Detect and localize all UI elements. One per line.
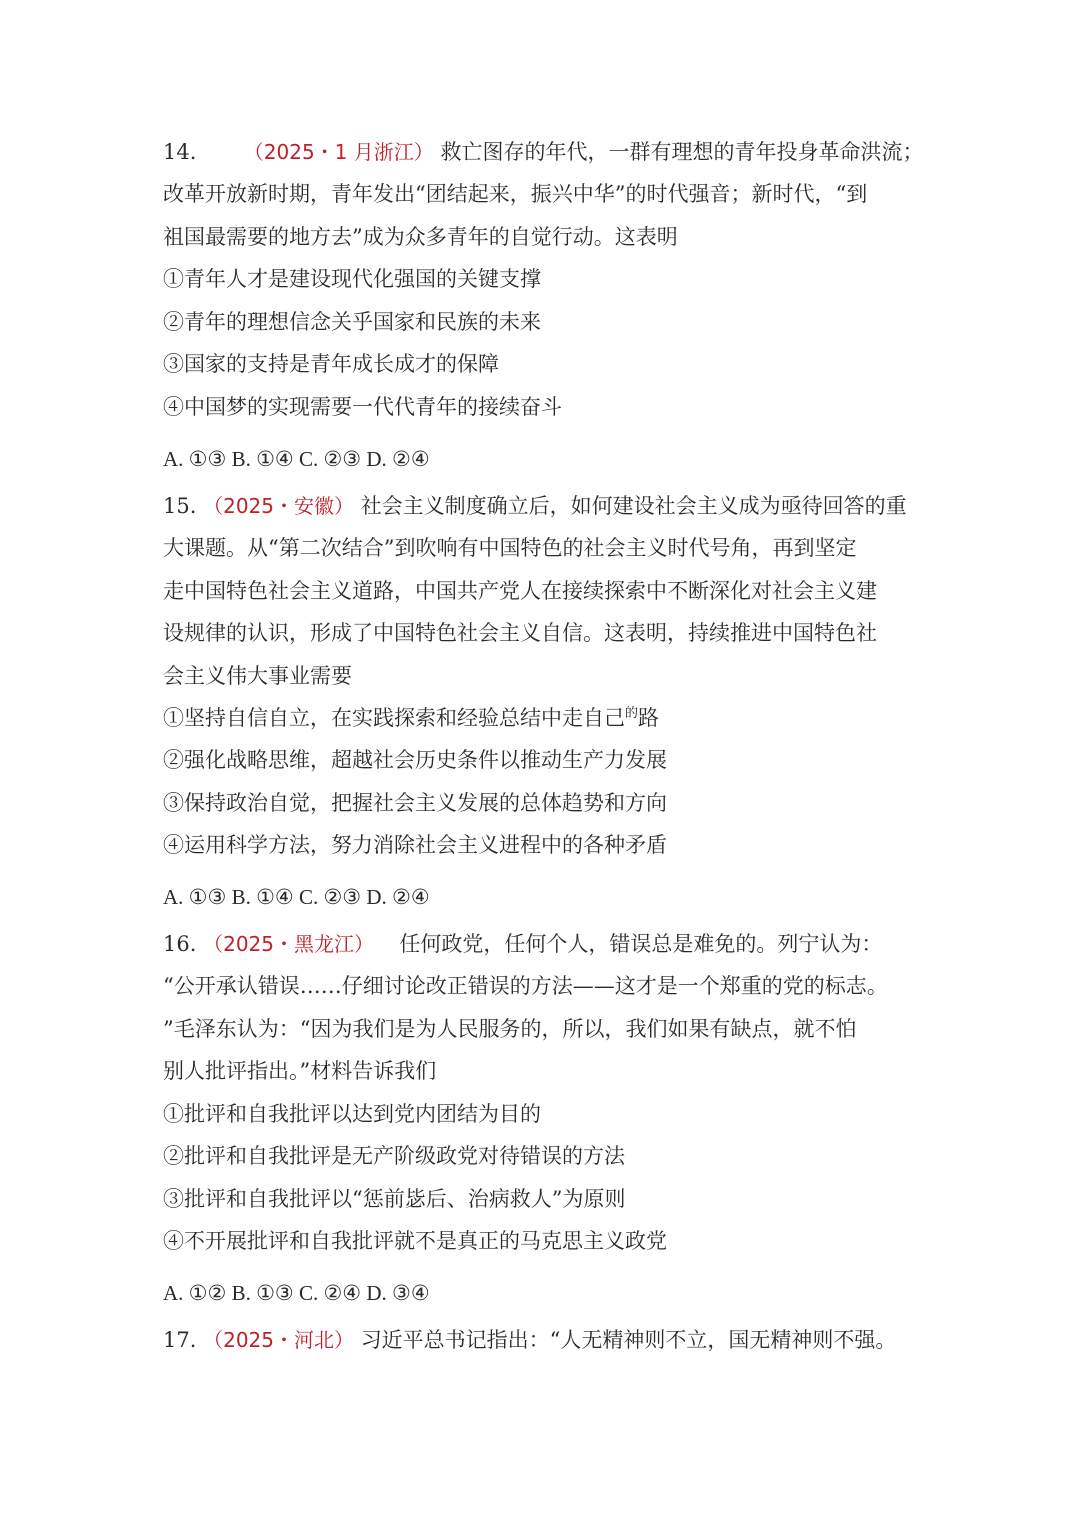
question-stem-text: 救亡图存的年代，一群有理想的青年投身革命洪流； bbox=[440, 140, 924, 164]
question-option: ④中国梦的实现需要一代代青年的接续奋斗 bbox=[163, 395, 562, 419]
question-option: ④不开展批评和自我批评就不是真正的马克思主义政党 bbox=[163, 1229, 667, 1253]
answer-choices: A. ①③ B. ①④ C. ②③ D. ②④ bbox=[163, 447, 430, 471]
superscript-char: 的 bbox=[625, 706, 639, 721]
question-option: ②批评和自我批评是无产阶级政党对待错误的方法 bbox=[163, 1144, 625, 1168]
question-source-tag: （2025・安徽） bbox=[203, 494, 354, 518]
question-option: ②青年的理想信念关乎国家和民族的未来 bbox=[163, 310, 541, 334]
question-number: 17. bbox=[163, 1328, 197, 1352]
question-option: ①批评和自我批评以达到党内团结为目的 bbox=[163, 1102, 541, 1126]
question-14-line-1 bbox=[163, 131, 923, 173]
question-stem-text: 社会主义制度确立后，如何建设社会主义成为亟待回答的重 bbox=[360, 494, 907, 518]
question-stem-text: 会主义伟大事业需要 bbox=[163, 664, 352, 688]
question-17-line-1 bbox=[163, 1319, 896, 1361]
question-option-text: ①坚持自信自立，在实践探索和经验总结中走自己 bbox=[163, 706, 625, 730]
answer-choices: A. ①③ B. ①④ C. ②③ D. ②④ bbox=[163, 885, 430, 909]
question-stem-text: 习近平总书记指出：“人无精神则不立，国无精神则不强。 bbox=[360, 1328, 897, 1352]
question-stem-text: 任何政党，任何个人，错误总是难免的。列宁认为： bbox=[399, 932, 883, 956]
question-option: ③国家的支持是青年成长成才的保障 bbox=[163, 352, 499, 376]
question-option: ④运用科学方法，努力消除社会主义进程中的各种矛盾 bbox=[163, 833, 667, 857]
question-option bbox=[163, 697, 659, 739]
question-stem-text: 祖国最需要的地方去”成为众多青年的自觉行动。这表明 bbox=[163, 225, 678, 249]
question-source-tag: （2025・河北） bbox=[203, 1328, 354, 1352]
question-16-line-1 bbox=[163, 923, 882, 965]
question-stem-text: 别人批评指出。”材料告诉我们 bbox=[163, 1059, 437, 1083]
question-option: ②强化战略思维，超越社会历史条件以推动生产力发展 bbox=[163, 748, 667, 772]
question-stem-text: 改革开放新时期，青年发出“团结起来，振兴中华”的时代强音；新时代，“到 bbox=[163, 182, 868, 206]
question-stem-text: 走中国特色社会主义道路，中国共产党人在接续探索中不断深化对社会主义建 bbox=[163, 579, 877, 603]
question-number: 15. bbox=[163, 494, 197, 518]
question-stem-text: “公开承认错误……仔细讨论改正错误的方法——这才是一个郑重的党的标志。 bbox=[163, 974, 888, 998]
answer-choices: A. ①② B. ①③ C. ②④ D. ③④ bbox=[163, 1281, 430, 1305]
question-option-tail: 路 bbox=[638, 706, 660, 730]
question-15-line-1 bbox=[163, 485, 907, 527]
question-option: ①青年人才是建设现代化强国的关键支撑 bbox=[163, 267, 541, 291]
question-source-tag: （2025・黑龙江） bbox=[203, 932, 374, 956]
question-stem-text: ”毛泽东认为：“因为我们是为人民服务的，所以，我们如果有缺点，就不怕 bbox=[163, 1017, 857, 1041]
question-number: 16. bbox=[163, 932, 197, 956]
question-stem-text: 设规律的认识，形成了中国特色社会主义自信。这表明，持续推进中国特色社 bbox=[163, 621, 877, 645]
question-option: ③批评和自我批评以“惩前毖后、治病救人”为原则 bbox=[163, 1187, 626, 1211]
question-option: ③保持政治自觉，把握社会主义发展的总体趋势和方向 bbox=[163, 791, 667, 815]
question-number: 14. bbox=[163, 140, 197, 164]
question-source-tag: （2025・1 月浙江） bbox=[243, 140, 434, 164]
question-stem-text: 大课题。从“第二次结合”到吹响有中国特色的社会主义时代号角，再到坚定 bbox=[163, 536, 857, 560]
